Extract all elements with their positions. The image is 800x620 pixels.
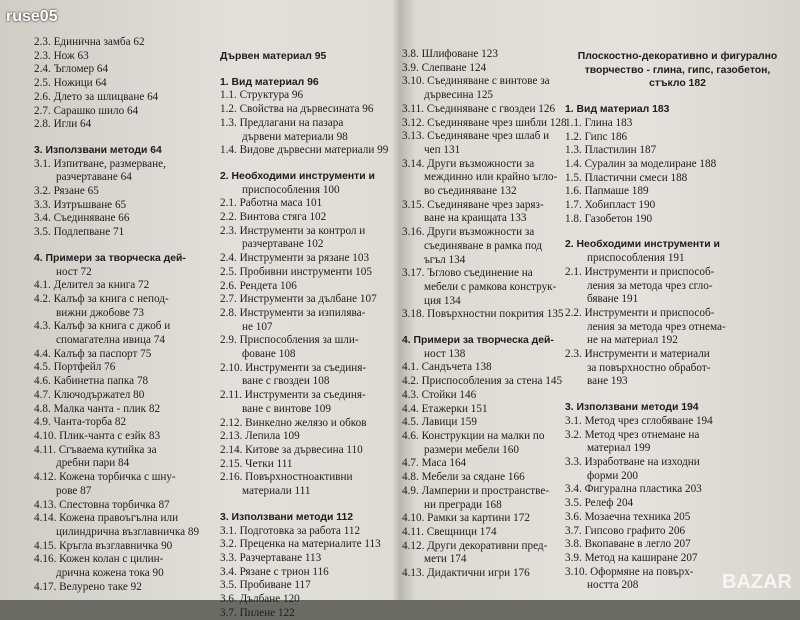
spacer xyxy=(220,499,400,505)
toc-entry: 3.10. Оформяне на повърх- xyxy=(565,566,790,580)
toc-entry: 3.18. Повърхностни покрития 135 xyxy=(402,308,582,322)
toc-entry: 1.3. Пластилин 187 xyxy=(565,144,790,158)
toc-entry: 3.3. Изработване на изходни xyxy=(565,456,790,470)
toc-entry: разчертаване 64 xyxy=(34,171,214,185)
toc-entry: 3. Използвани методи 64 xyxy=(34,144,214,158)
toc-entry: Дървен материал 95 xyxy=(220,50,400,64)
toc-entry: 3.16. Други възможности за xyxy=(402,226,582,240)
toc-entry: 3.8. Шлифоване 123 xyxy=(402,48,582,62)
toc-entry: ъгъл 134 xyxy=(402,254,582,268)
toc-entry: 3.6. Мозаечна техника 205 xyxy=(565,511,790,525)
toc-entry: 2.3. Нож 63 xyxy=(34,50,214,64)
toc-entry: 3.8. Вкопаване в легло 207 xyxy=(565,538,790,552)
toc-entry: 4.4. Калъф за паспорт 75 xyxy=(34,348,214,362)
toc-entry: 3.7. Гипсово графито 206 xyxy=(565,525,790,539)
toc-entry: 3.15. Съединяване чрез заряз- xyxy=(402,199,582,213)
toc-entry: 4.10. Рамки за картини 172 xyxy=(402,512,582,526)
toc-entry: вижни джобове 73 xyxy=(34,307,214,321)
toc-entry: 4.15. Кръгла възглавничка 90 xyxy=(34,540,214,554)
toc-entry: съединяване в рамка под xyxy=(402,240,582,254)
toc-entry: 1. Вид материал 96 xyxy=(220,76,400,90)
toc-entry: 2.8. Игли 64 xyxy=(34,118,214,132)
toc-entry: 3.17. Ъглово съединение на xyxy=(402,267,582,281)
toc-entry: материал 199 xyxy=(565,442,790,456)
toc-entry: 3.4. Съединяване 66 xyxy=(34,212,214,226)
toc-entry: 4.2. Приспособления за стена 145 xyxy=(402,375,582,389)
toc-entry: ления за метода чрез отнема- xyxy=(565,321,790,335)
toc-entry: 2. Необходими инструменти и xyxy=(220,170,400,184)
toc-entry: 1.1. Структура 96 xyxy=(220,89,400,103)
toc-column-4 xyxy=(565,44,790,593)
toc-entry: 4.9. Чанта-торба 82 xyxy=(34,416,214,430)
toc-entry: междинно или крайно ъгло- xyxy=(402,171,582,185)
toc-entry: 2.2. Инструменти и приспособ- xyxy=(565,307,790,321)
watermark-text: ruse05 xyxy=(6,8,58,26)
toc-entry: 3.4. Фигурална пластика 203 xyxy=(565,483,790,497)
toc-entry: 2.5. Ножици 64 xyxy=(34,77,214,91)
toc-entry: 3.11. Съединяване с гвоздеи 126 xyxy=(402,103,582,117)
toc-entry: 4.5. Портфейл 76 xyxy=(34,361,214,375)
toc-entry: цилиндрична възглавничка 89 xyxy=(34,526,214,540)
toc-entry: 2.7. Сарашко шило 64 xyxy=(34,105,214,119)
toc-entry: 2.7. Инструменти за дълбане 107 xyxy=(220,293,400,307)
toc-entry: 3. Използвани методи 194 xyxy=(565,401,790,415)
toc-entry: 4.13. Спестовна торбичка 87 xyxy=(34,499,214,513)
toc-entry: 3.6. Дълбане 120 xyxy=(220,593,400,607)
toc-entry: 4.11. Свещници 174 xyxy=(402,526,582,540)
toc-entry: 4.11. Сгъваема кутийка за xyxy=(34,444,214,458)
toc-entry: чеп 131 xyxy=(402,144,582,158)
toc-entry: 1.1. Глина 183 xyxy=(565,117,790,131)
spacer xyxy=(565,389,790,395)
toc-entry: во съединяване 132 xyxy=(402,185,582,199)
spacer xyxy=(220,158,400,164)
toc-entry: 3.3. Изтръшване 65 xyxy=(34,199,214,213)
toc-entry: разчертаване 102 xyxy=(220,238,400,252)
toc-entry: дървени материали 98 xyxy=(220,131,400,145)
toc-entry: 3.14. Други възможности за xyxy=(402,158,582,172)
toc-entry: 4.8. Малка чанта - плик 82 xyxy=(34,403,214,417)
toc-entry: 3.12. Съединяване чрез шибли 128 xyxy=(402,117,582,131)
toc-entry: приспособления 100 xyxy=(220,184,400,198)
toc-entry: бяване 191 xyxy=(565,293,790,307)
toc-entry: 2.11. Инструменти за съединя- xyxy=(220,389,400,403)
toc-entry: за повърхностно обработ- xyxy=(565,362,790,376)
toc-entry: 3. Използвани методи 112 xyxy=(220,511,400,525)
toc-entry: 4.16. Кожен колан с цилин- xyxy=(34,553,214,567)
spacer xyxy=(402,322,582,328)
toc-entry: 2.14. Китове за дървесина 110 xyxy=(220,444,400,458)
toc-entry: 2.6. Рендета 106 xyxy=(220,280,400,294)
toc-entry: не 107 xyxy=(220,321,400,335)
toc-entry: ност 138 xyxy=(402,348,582,362)
toc-entry: 4.14. Кожена правоъгълна или xyxy=(34,512,214,526)
toc-entry: 3.1. Метод чрез сглобяване 194 xyxy=(565,415,790,429)
toc-entry: размери мебели 160 xyxy=(402,444,582,458)
toc-entry: 2.2. Винтова стяга 102 xyxy=(220,211,400,225)
spacer xyxy=(565,91,790,97)
toc-entry: рове 87 xyxy=(34,485,214,499)
toc-entry: 3.4. Рязане с трион 116 xyxy=(220,566,400,580)
spacer xyxy=(34,132,214,138)
toc-entry: форми 200 xyxy=(565,470,790,484)
toc-entry: 1. Вид материал 183 xyxy=(565,103,790,117)
toc-entry: 2.5. Пробивни инструменти 105 xyxy=(220,266,400,280)
toc-entry: 4.6. Конструкции на малки по xyxy=(402,430,582,444)
toc-entry: 2.3. Инструменти и материали xyxy=(565,348,790,362)
toc-entry: 4. Примери за творческа дей- xyxy=(402,334,582,348)
toc-entry: 4.7. Маса 164 xyxy=(402,457,582,471)
toc-entry: материали 111 xyxy=(220,485,400,499)
toc-entry: 1.4. Суралин за моделиране 188 xyxy=(565,158,790,172)
toc-entry: приспособления 191 xyxy=(565,252,790,266)
toc-entry: дрична кожена тока 90 xyxy=(34,567,214,581)
toc-entry: ни прегради 168 xyxy=(402,499,582,513)
toc-entry: 3.7. Пилене 122 xyxy=(220,607,400,620)
toc-entry: 2. Необходими инструменти и xyxy=(565,238,790,252)
toc-entry: 1.6. Папмаше 189 xyxy=(565,185,790,199)
toc-entry: 3.9. Слепване 124 xyxy=(402,62,582,76)
toc-entry: ване с гвоздеи 108 xyxy=(220,375,400,389)
toc-entry: мебели с рамкова конструк- xyxy=(402,281,582,295)
toc-column-1 xyxy=(34,36,214,594)
spacer xyxy=(565,226,790,232)
toc-entry: 3.10. Съединяване с винтове за xyxy=(402,75,582,89)
toc-entry: 2.13. Лепила 109 xyxy=(220,430,400,444)
toc-entry: ност 72 xyxy=(34,266,214,280)
toc-entry: 4.13. Дидактични игри 176 xyxy=(402,567,582,581)
toc-entry: 2.4. Инструменти за рязане 103 xyxy=(220,252,400,266)
toc-entry: 2.16. Повърхностноактивни xyxy=(220,471,400,485)
toc-entry: 2.1. Инструменти и приспособ- xyxy=(565,266,790,280)
toc-entry: 1.7. Хобипласт 190 xyxy=(565,199,790,213)
toc-entry: фоване 108 xyxy=(220,348,400,362)
toc-entry: 3.13. Съединяване чрез шлаб и xyxy=(402,130,582,144)
toc-entry: ция 134 xyxy=(402,295,582,309)
toc-entry: 3.5. Пробиване 117 xyxy=(220,579,400,593)
toc-entry: 4.6. Кабинетна папка 78 xyxy=(34,375,214,389)
toc-entry: 1.4. Видове дървесни материали 99 xyxy=(220,144,400,158)
toc-entry: не на материал 192 xyxy=(565,334,790,348)
toc-entry: 2.3. Единична замба 62 xyxy=(34,36,214,50)
toc-entry: ления за метода чрез сгло- xyxy=(565,280,790,294)
spacer xyxy=(34,240,214,246)
spacer xyxy=(220,64,400,70)
site-logo: BAZAR xyxy=(722,571,792,594)
toc-entry: 4.12. Кожена торбичка с шну- xyxy=(34,471,214,485)
toc-entry: дървесина 125 xyxy=(402,89,582,103)
toc-entry: ване на краищата 133 xyxy=(402,212,582,226)
toc-entry: 4.3. Стойки 146 xyxy=(402,389,582,403)
toc-entry: 2.6. Длето за шлицване 64 xyxy=(34,91,214,105)
toc-entry: 2.8. Инструменти за изпилява- xyxy=(220,307,400,321)
toc-entry: 1.5. Пластични смеси 188 xyxy=(565,172,790,186)
toc-entry: 3.2. Рязане 65 xyxy=(34,185,214,199)
toc-entry: 2.4. Ъгломер 64 xyxy=(34,63,214,77)
toc-entry: 4.4. Етажерки 151 xyxy=(402,403,582,417)
toc-column-3 xyxy=(402,48,582,581)
toc-entry: Плоскостно-декоративно и фигурално творчество - глина, гипс, газобетон, стъкло 182 xyxy=(565,50,790,91)
toc-entry: 2.10. Инструменти за съединя- xyxy=(220,362,400,376)
toc-entry: 3.5. Релеф 204 xyxy=(565,497,790,511)
toc-entry: 4. Примери за творческа дей- xyxy=(34,252,214,266)
toc-entry: 4.7. Ключодържател 80 xyxy=(34,389,214,403)
toc-entry: 4.9. Ламперии и пространстве- xyxy=(402,485,582,499)
toc-entry: 4.2. Калъф за книга с непод- xyxy=(34,293,214,307)
toc-entry: 4.5. Лавици 159 xyxy=(402,416,582,430)
toc-entry: мети 174 xyxy=(402,553,582,567)
toc-entry: 1.8. Газобетон 190 xyxy=(565,213,790,227)
toc-entry: 1.2. Свойства на дървесината 96 xyxy=(220,103,400,117)
toc-entry: 4.17. Велурено таке 92 xyxy=(34,581,214,595)
toc-entry: 3.2. Метод чрез отнемане на xyxy=(565,429,790,443)
toc-entry: дребни пари 84 xyxy=(34,457,214,471)
toc-entry: 2.1. Работна маса 101 xyxy=(220,197,400,211)
toc-entry: спомагателна ивица 74 xyxy=(34,334,214,348)
toc-entry: 4.8. Мебели за сядане 166 xyxy=(402,471,582,485)
toc-entry: 3.3. Разчертаване 113 xyxy=(220,552,400,566)
toc-entry: 2.12. Винкелно желязо и обков xyxy=(220,417,400,431)
toc-entry: ване с винтове 109 xyxy=(220,403,400,417)
toc-entry: 4.3. Калъф за книга с джоб и xyxy=(34,320,214,334)
toc-entry: 3.1. Изпитване, размерване, xyxy=(34,158,214,172)
toc-entry: 3.2. Преценка на материалите 113 xyxy=(220,538,400,552)
toc-entry: 1.3. Предлагани на пазара xyxy=(220,117,400,131)
toc-entry: 2.15. Четки 111 xyxy=(220,458,400,472)
toc-entry: ността 208 xyxy=(565,579,790,593)
toc-entry: ване 193 xyxy=(565,375,790,389)
toc-entry: 3.1. Подготовка за работа 112 xyxy=(220,525,400,539)
toc-entry: 4.12. Други декоративни пред- xyxy=(402,540,582,554)
toc-entry: 4.1. Делител за книга 72 xyxy=(34,279,214,293)
toc-entry: 1.2. Гипс 186 xyxy=(565,131,790,145)
toc-column-2 xyxy=(220,44,400,620)
toc-entry: 3.5. Подлепване 71 xyxy=(34,226,214,240)
toc-entry: 2.9. Приспособления за шли- xyxy=(220,334,400,348)
toc-entry: 4.10. Плик-чанта с езйк 83 xyxy=(34,430,214,444)
toc-entry: 2.3. Инструменти за контрол и xyxy=(220,225,400,239)
toc-entry: 4.1. Сандъчета 138 xyxy=(402,361,582,375)
toc-entry: 3.9. Метод на каширане 207 xyxy=(565,552,790,566)
